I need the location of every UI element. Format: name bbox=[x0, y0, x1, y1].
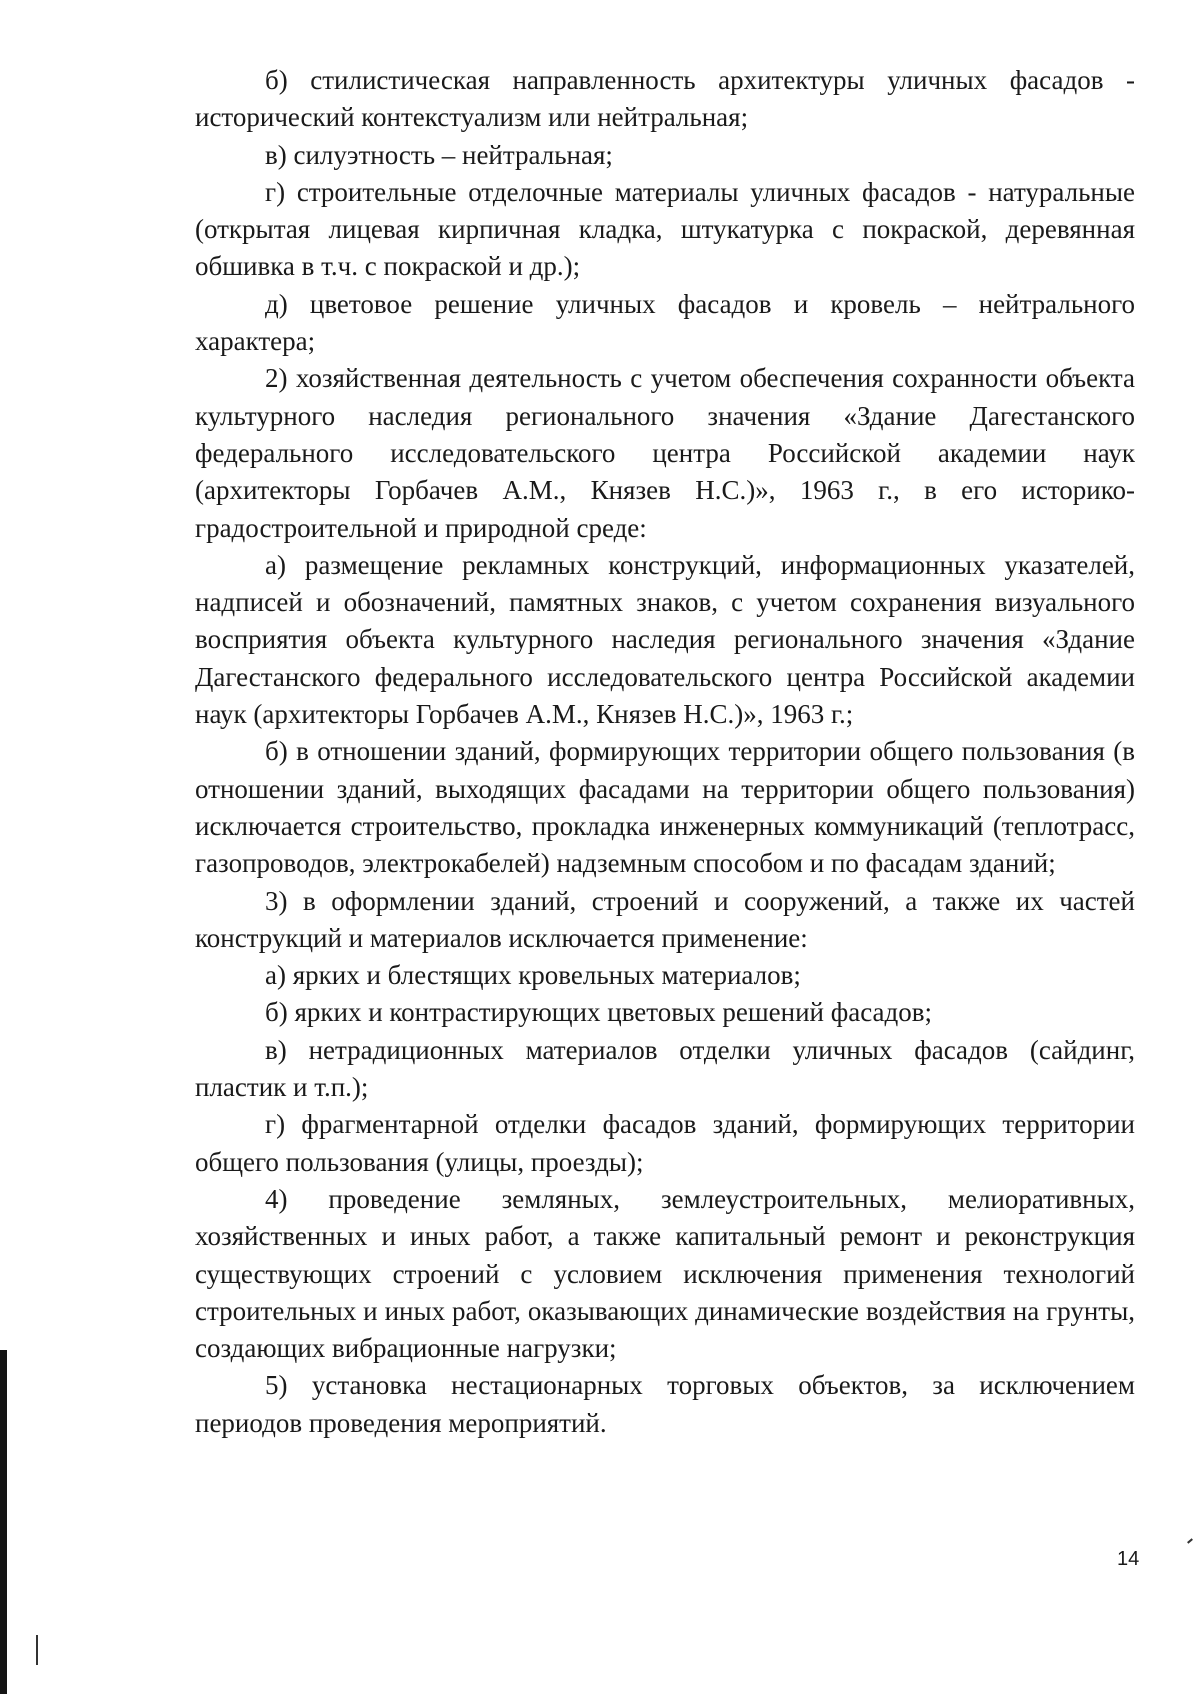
scan-edge-mark bbox=[0, 1350, 7, 1694]
paragraph: 2) хозяйственная деятельность с учетом обеспечения сохранности объекта культурного наследия регионального значения «Здание Дагестанского федерального исследовательского центра Российской академии наук (архитекторы Горбачев А.М., Князев Н.С.)», 1963 г., в его историко-градостроительной и природной среде: bbox=[195, 363, 1135, 543]
paragraph: г) фрагментарной отделки фасадов зданий, формирующих территории общего пользования (улицы, проезды); bbox=[195, 1109, 1135, 1177]
paragraph: а) размещение рекламных конструкций, информационных указателей, надписей и обозначений, памятных знаков, с учетом сохранения визуального восприятия объекта культурного наследия регионального значения «Здание Дагестанского федерального исследовательского центра Российской академии наук (архитекторы Горбачев А.М., Князев Н.С.)», 1963 г.; bbox=[195, 549, 1135, 730]
paragraph: б) в отношении зданий, формирующих территории общего пользования (в отношении зданий, выходящих фасадами на территории общего пользования) исключается строительство, прокладка инженерных коммуникаций (теплотрасс, газопроводов, электрокабелей) надземным способом и по фасадам зданий; bbox=[195, 736, 1135, 879]
paragraph: в) нетрадиционных материалов отделки уличных фасадов (сайдинг, пластик и т.п.); bbox=[195, 1034, 1135, 1103]
paragraph: д) цветовое решение уличных фасадов и кровель – нейтрального характера; bbox=[195, 288, 1135, 357]
paragraph: а) ярких и блестящих кровельных материалов; bbox=[265, 960, 801, 991]
paragraph: 5) установка нестационарных торговых объектов, за исключением периодов проведения мероприятий. bbox=[195, 1370, 1135, 1438]
paragraph: 4) проведение земляных, землеустроительных, мелиоративных, хозяйственных и иных работ, а также капитальный ремонт и реконструкция существующих строений с условием исключения применения технологий строительных и иных работ, оказывающих динамические воздействия на грунты, создающих вибрационные нагрузки; bbox=[195, 1183, 1135, 1364]
page-number: 14 bbox=[1117, 1548, 1140, 1570]
paragraph: г) строительные отделочные материалы уличных фасадов - натуральные (открытая лицевая кирпичная кладка, штукатурка с покраской, деревянная обшивка в т.ч. с покраской и др.); bbox=[195, 176, 1135, 282]
paragraph: б) ярких и контрастирующих цветовых решений фасадов; bbox=[265, 997, 932, 1028]
scan-edge-mark bbox=[1187, 1538, 1193, 1543]
paragraph: 3) в оформлении зданий, строений и сооружений, а также их частей конструкций и материалов исключается применение: bbox=[195, 885, 1135, 953]
paragraph: б) стилистическая направленность архитектуры уличных фасадов - исторический контекстуализм или нейтральная; bbox=[195, 65, 1135, 133]
document-body bbox=[195, 62, 1135, 1442]
scan-edge-mark bbox=[36, 1635, 38, 1665]
paragraph: в) силуэтность – нейтральная; bbox=[265, 139, 613, 170]
